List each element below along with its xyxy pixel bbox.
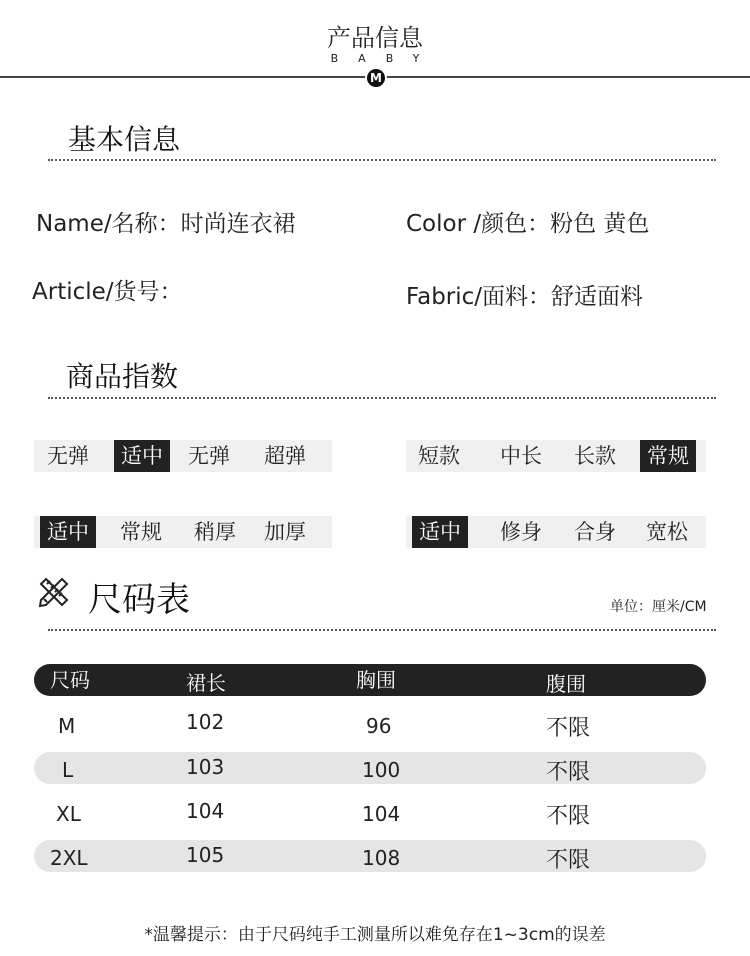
tag-elastic-super: 超弹	[264, 444, 306, 468]
size-chart-unit: 单位：厘米/CM	[610, 599, 707, 615]
thickness-row	[34, 516, 332, 548]
product-index-divider	[48, 397, 716, 399]
name-field: Name/名称：时尚连衣裙	[36, 211, 296, 237]
table-cell-waist: 不限	[546, 848, 591, 873]
article-field: Article/货号：	[32, 279, 183, 305]
table-cell-length: 105	[186, 843, 225, 867]
tag-length-regular: 常规	[640, 440, 696, 472]
table-cell-bust: 108	[362, 846, 401, 870]
header-length: 裙长	[186, 671, 226, 695]
product-index-title: 商品指数	[66, 360, 179, 393]
basic-info-title: 基本信息	[68, 123, 181, 156]
tag-fit-loose: 宽松	[646, 520, 688, 544]
table-cell-waist: 不限	[546, 804, 591, 829]
table-cell-length: 104	[186, 799, 225, 823]
table-cell-size: M	[58, 714, 76, 738]
elasticity-row	[34, 440, 332, 472]
table-cell-size: L	[62, 758, 74, 782]
fit-row	[406, 516, 706, 548]
tag-thickness-thicker: 稍厚	[194, 520, 236, 544]
table-cell-size: 2XL	[50, 846, 88, 870]
header-bust: 胸围	[356, 668, 396, 692]
color-field: Color /颜色：粉色 黄色	[406, 211, 650, 237]
tag-elastic-none-2: 无弹	[188, 444, 230, 468]
tag-fit-fitted: 合身	[574, 520, 616, 544]
tag-elastic-none: 无弹	[47, 444, 89, 468]
size-table-header	[34, 664, 706, 696]
table-cell-length: 102	[186, 710, 225, 734]
ruler-pencil-icon	[36, 574, 72, 610]
table-cell-bust: 104	[362, 802, 401, 826]
header-subtitle: BABY	[330, 52, 440, 65]
tag-length-mid: 中长	[500, 444, 542, 468]
table-cell-bust: 96	[366, 714, 392, 738]
basic-info-divider	[48, 159, 716, 161]
header-size: 尺码	[50, 668, 90, 692]
size-chart-title: 尺码表	[88, 580, 190, 620]
header-title: 产品信息	[327, 24, 423, 52]
tag-length-short: 短款	[418, 444, 460, 468]
tag-length-long: 长款	[574, 444, 616, 468]
length-row	[406, 440, 706, 472]
tag-thickness-thick: 加厚	[264, 520, 306, 544]
tag-thickness-moderate: 适中	[40, 516, 96, 548]
measurement-note: *温馨提示：由于尺码纯手工测量所以难免存在1~3cm的误差	[144, 925, 606, 945]
size-chart-divider	[48, 629, 716, 631]
table-cell-waist: 不限	[546, 760, 591, 785]
tag-fit-moderate: 适中	[412, 516, 468, 548]
table-cell-size: XL	[56, 802, 81, 826]
tag-thickness-regular: 常规	[120, 520, 162, 544]
fabric-field: Fabric/面料：舒适面料	[406, 284, 644, 310]
table-cell-bust: 100	[362, 758, 401, 782]
tag-elastic-moderate: 适中	[114, 440, 170, 472]
tag-fit-slim: 修身	[500, 520, 542, 544]
header-waist: 腹围	[546, 672, 586, 696]
header-badge: M	[365, 67, 387, 89]
table-cell-waist: 不限	[546, 716, 591, 741]
table-cell-length: 103	[186, 755, 225, 779]
